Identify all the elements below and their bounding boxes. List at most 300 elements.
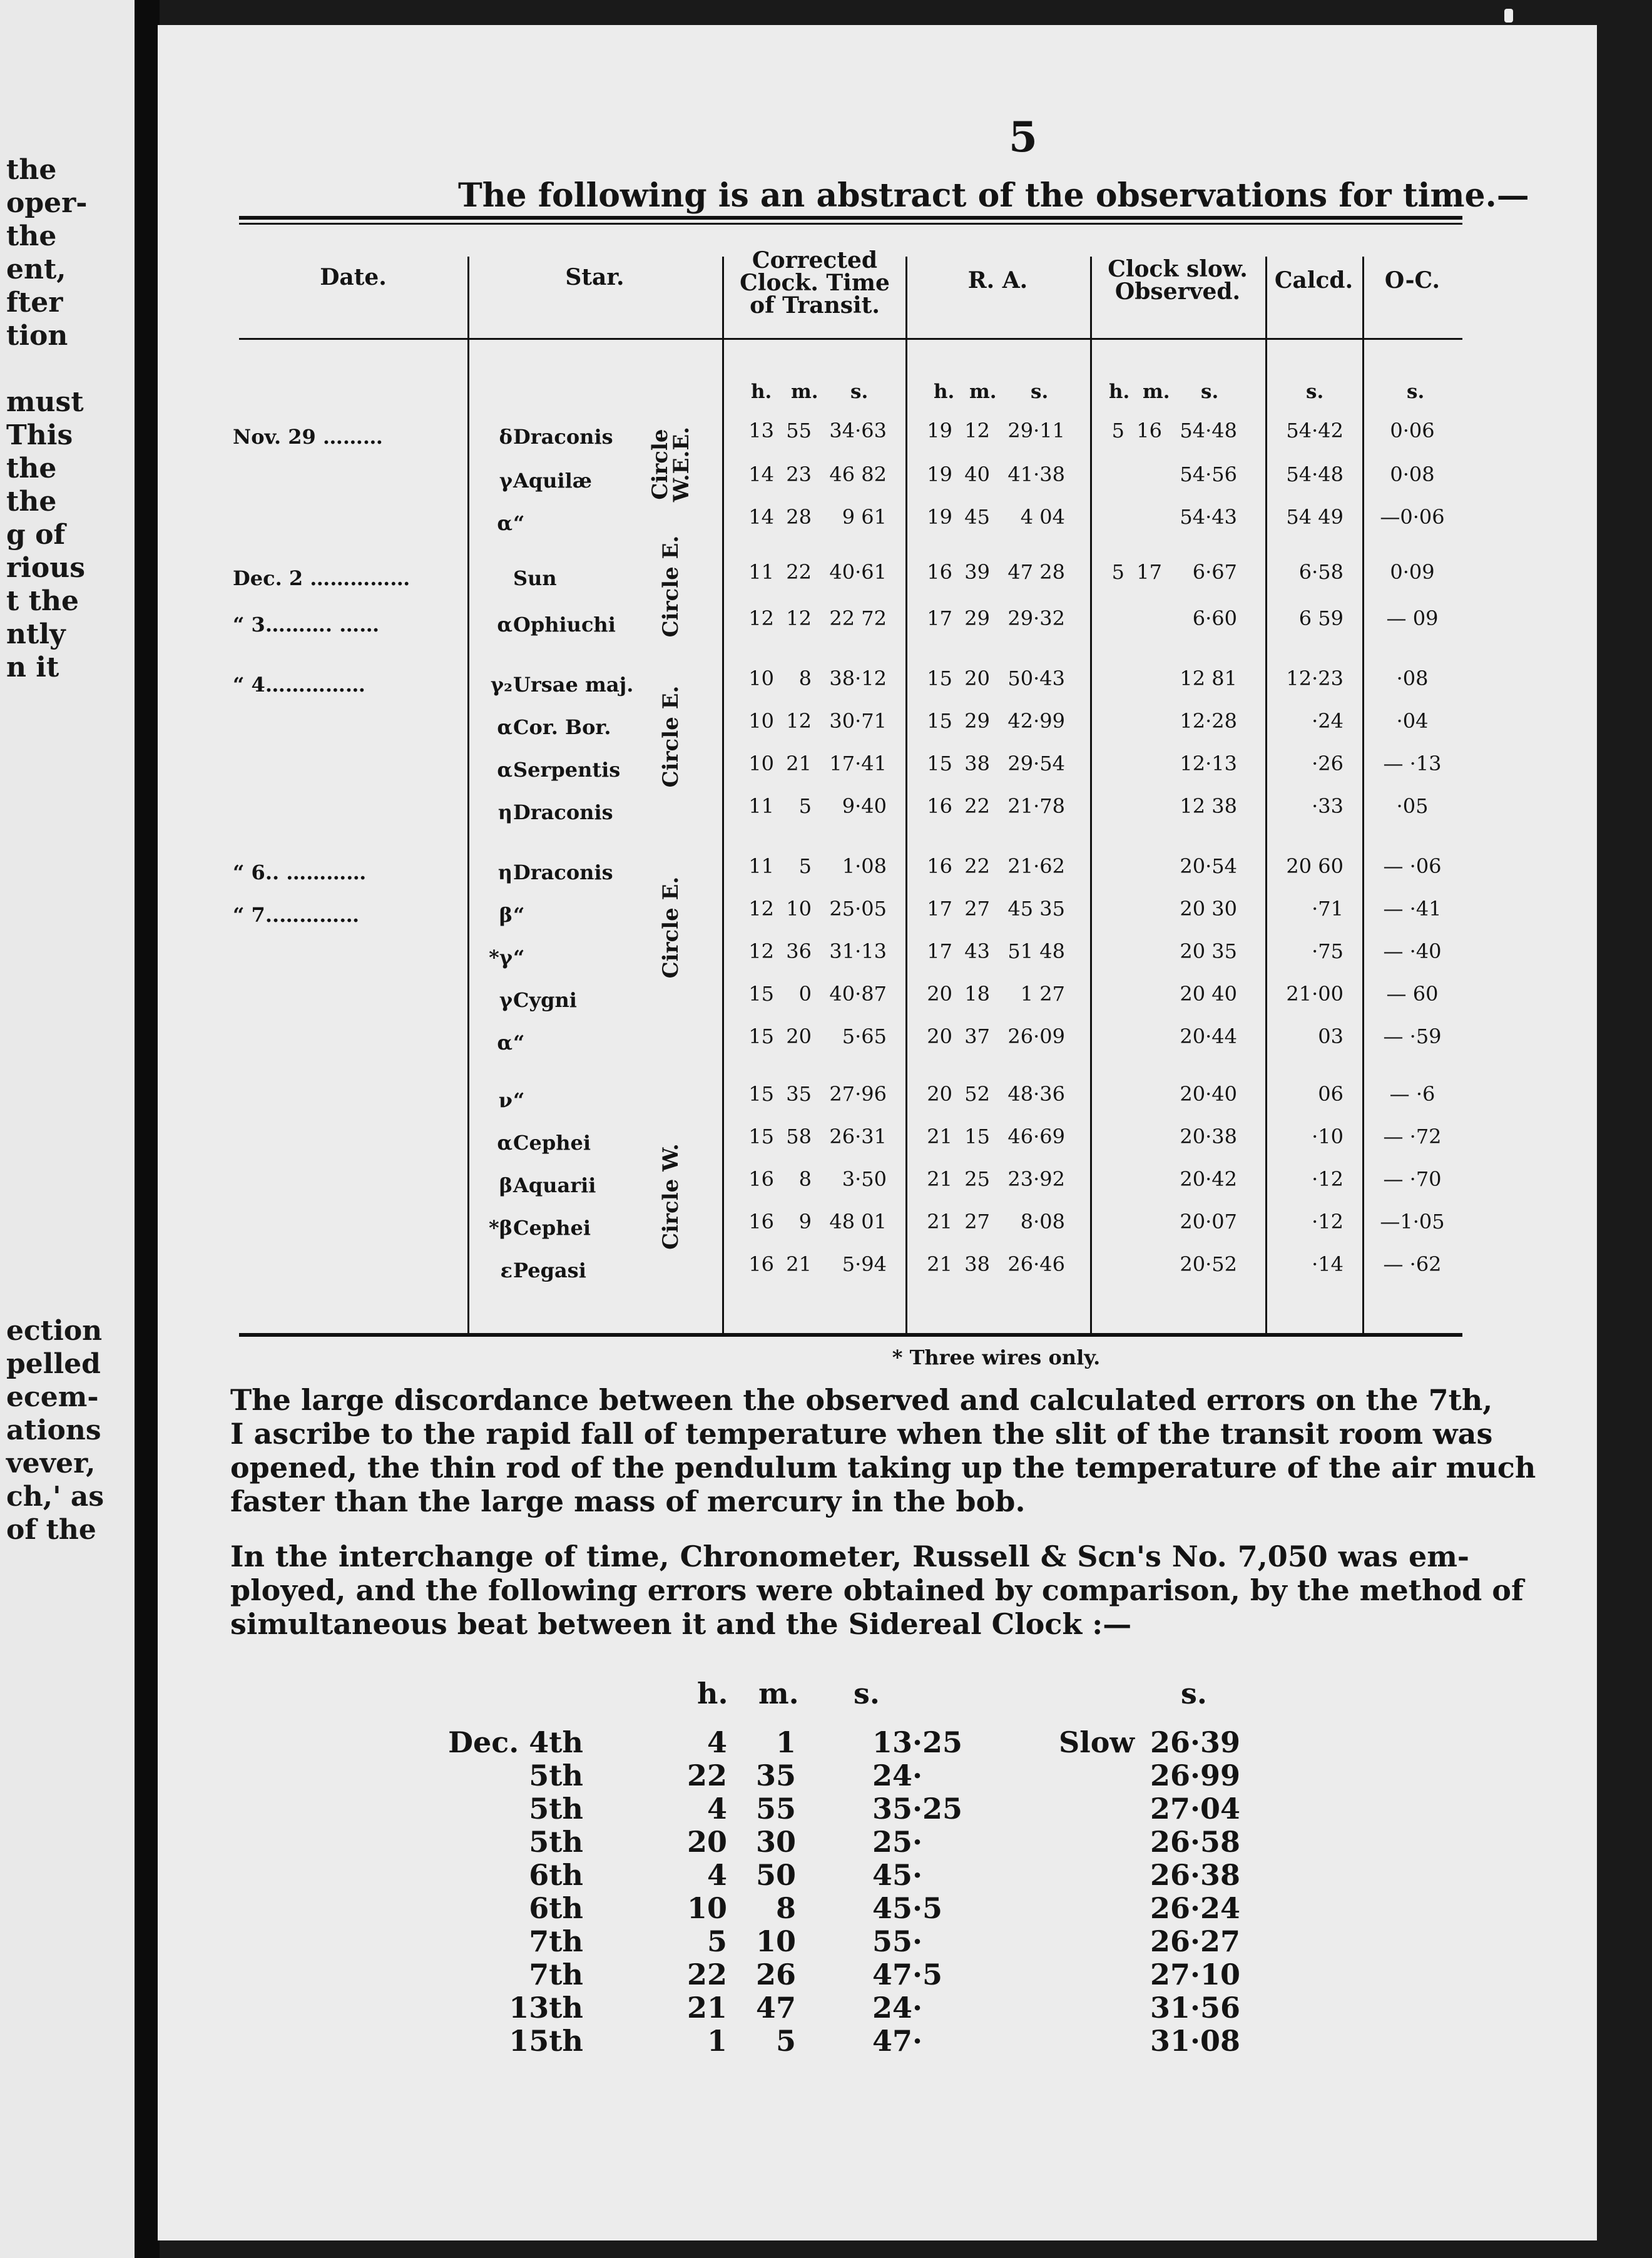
row-date: Dec. 2 ……………	[233, 566, 410, 590]
circle-label: Circle E.	[658, 876, 683, 979]
t2-date: 7th	[529, 1958, 583, 1991]
t2-h: 4	[706, 1725, 727, 1759]
row-ra-m: 29	[964, 606, 990, 630]
left-page-fragment	[0, 0, 144, 2258]
row-star-name: “	[513, 1088, 525, 1112]
row-ra-h: 20	[927, 982, 952, 1006]
left-page-word: n it	[6, 651, 59, 683]
row-ra-m: 27	[964, 1210, 990, 1234]
row-transit-s: 9·40	[842, 794, 887, 818]
header-clock-slow: Clock slow. Observed.	[1108, 256, 1248, 305]
t2-m: 50	[755, 1858, 796, 1892]
row-ra-s: 46·69	[1007, 1125, 1065, 1148]
row-obs-s: 6·60	[1192, 606, 1237, 630]
t2-s: 24·	[872, 1991, 923, 2025]
row-transit-h: 11	[748, 794, 774, 818]
circle-label: Circle E.	[658, 685, 683, 788]
row-ra-m: 22	[964, 854, 990, 878]
row-transit-m: 21	[786, 1252, 812, 1276]
row-ra-m: 43	[964, 939, 990, 963]
row-transit-h: 12	[748, 606, 774, 630]
t2-s: 45·	[872, 1858, 923, 1892]
row-transit-s: 5·65	[842, 1024, 887, 1048]
t2-h: 22	[686, 1759, 727, 1792]
row-ra-s: 29·32	[1007, 606, 1065, 630]
row-ra-s: 29·54	[1007, 752, 1065, 775]
row-star-greek: ν	[498, 1088, 512, 1112]
row-transit-h: 11	[748, 854, 774, 878]
row-ra-s: 29·11	[1007, 419, 1065, 442]
row-transit-h: 13	[748, 419, 774, 442]
row-obs-s: 20 40	[1180, 982, 1237, 1006]
col-divider	[1090, 257, 1092, 1336]
row-star-name: Cephei	[513, 1216, 591, 1240]
row-star-greek: γ₂	[490, 673, 512, 697]
row-transit-m: 10	[786, 897, 812, 921]
row-ra-s: 47 28	[1007, 560, 1065, 584]
table-footnote: * Three wires only.	[892, 1346, 1101, 1369]
row-star-greek: β	[499, 1173, 512, 1197]
row-ra-h: 15	[927, 667, 952, 690]
row-star-greek: *γ	[489, 946, 512, 969]
t2-err: 26·58	[1150, 1825, 1240, 1859]
t2-err: 27·04	[1150, 1792, 1240, 1826]
col-divider	[722, 257, 724, 1336]
t2-s: 13·25	[872, 1725, 963, 1759]
row-oc: —1·05	[1380, 1210, 1445, 1234]
left-page-word: the	[6, 452, 57, 484]
row-calcd: ·24	[1312, 709, 1344, 733]
row-ra-h: 15	[927, 709, 952, 733]
t2-err: 26·27	[1150, 1924, 1240, 1958]
row-star-name: Draconis	[513, 861, 613, 884]
row-transit-s: 46 82	[829, 462, 887, 486]
row-obs-s: 12·13	[1180, 752, 1237, 775]
left-page-word: ection	[6, 1315, 103, 1347]
table-bottom-rule	[239, 1333, 1462, 1337]
row-obs-s: 20·38	[1180, 1125, 1237, 1148]
row-oc: 0·08	[1390, 462, 1435, 486]
row-ra-m: 27	[964, 897, 990, 921]
row-transit-m: 36	[786, 939, 812, 963]
row-ra-h: 15	[927, 752, 952, 775]
row-ra-h: 20	[927, 1082, 952, 1106]
row-transit-s: 25·05	[829, 897, 887, 921]
circle-label: Circle W.E.E.	[648, 426, 694, 503]
row-calcd: 06	[1318, 1082, 1344, 1106]
left-page-word: g of	[6, 519, 66, 551]
header-bottom-rule	[239, 338, 1462, 340]
t2-m: 5	[775, 2024, 796, 2058]
left-page-word: t the	[6, 585, 79, 617]
t2-h: 21	[686, 1991, 727, 2025]
row-transit-s: 27·96	[829, 1082, 887, 1106]
row-ra-h: 21	[927, 1252, 952, 1276]
row-star-name: Sun	[513, 566, 557, 590]
table-top-rule	[239, 216, 1462, 220]
row-oc: — 09	[1386, 606, 1439, 630]
row-ra-m: 40	[964, 462, 990, 486]
corner-mark	[1504, 9, 1513, 23]
row-ra-s: 45 35	[1007, 897, 1065, 921]
row-oc: — ·72	[1383, 1125, 1442, 1148]
paragraph-line: In the interchange of time, Chronometer, Russell & Scn's No. 7,050 was em-	[230, 1540, 1469, 1573]
row-calcd: ·12	[1312, 1210, 1344, 1234]
row-ra-s: 26·46	[1007, 1252, 1065, 1276]
row-transit-m: 21	[786, 752, 812, 775]
row-star-greek: α	[497, 1031, 512, 1055]
row-obs-h: 5	[1111, 560, 1124, 584]
row-star-greek: α	[497, 613, 512, 636]
t2-date: 15th	[509, 2024, 583, 2058]
row-obs-s: 20·44	[1180, 1024, 1237, 1048]
row-calcd: ·14	[1312, 1252, 1344, 1276]
row-ra-s: 8·08	[1020, 1210, 1065, 1234]
row-transit-s: 34·63	[829, 419, 887, 442]
t2-s: 24·	[872, 1759, 923, 1792]
row-obs-s: 20·54	[1180, 854, 1237, 878]
row-ra-h: 19	[927, 505, 952, 529]
row-obs-s: 20·07	[1180, 1210, 1237, 1234]
row-oc: — ·70	[1383, 1167, 1442, 1191]
row-oc: ·04	[1396, 709, 1429, 733]
paragraph-line: faster than the large mass of mercury in the bob.	[230, 1484, 1026, 1518]
unit-rh: h.	[934, 381, 955, 403]
row-calcd: 20 60	[1286, 854, 1344, 878]
col-divider	[1362, 257, 1364, 1336]
row-star-greek: δ	[499, 425, 512, 449]
t2-s: 47·	[872, 2024, 923, 2058]
row-ra-h: 16	[927, 854, 952, 878]
left-page-word: ations	[6, 1414, 101, 1446]
t2-m: 8	[775, 1891, 796, 1925]
row-ra-s: 4 04	[1020, 505, 1065, 529]
left-page-word: rious	[6, 552, 86, 584]
row-transit-s: 31·13	[829, 939, 887, 963]
t2-err: 27·10	[1150, 1958, 1240, 1991]
row-star-name: Draconis	[513, 425, 613, 449]
row-star-greek: α	[497, 1131, 512, 1155]
paragraph-discordance	[230, 1383, 1536, 1518]
row-obs-s: 54·56	[1180, 462, 1237, 486]
row-calcd: ·71	[1312, 897, 1344, 921]
row-obs-s: 54·48	[1180, 419, 1237, 442]
row-calcd: 6 59	[1298, 606, 1344, 630]
row-ra-m: 38	[964, 1252, 990, 1276]
row-transit-h: 15	[748, 1024, 774, 1048]
row-obs-s: 20·42	[1180, 1167, 1237, 1191]
left-page-word: tion	[6, 320, 68, 352]
t2-err: 26·24	[1150, 1891, 1240, 1925]
row-transit-m: 58	[786, 1125, 812, 1148]
row-transit-h: 10	[748, 667, 774, 690]
row-calcd: 6·58	[1298, 560, 1344, 584]
t2-date: 5th	[529, 1759, 583, 1792]
t2-s: 55·	[872, 1924, 923, 1958]
row-calcd: 54 49	[1286, 505, 1344, 529]
left-page-word: fter	[6, 287, 63, 319]
left-page-word: ch,' as	[6, 1481, 105, 1513]
row-transit-m: 28	[786, 505, 812, 529]
row-transit-s: 3·50	[842, 1167, 887, 1191]
row-ra-s: 21·62	[1007, 854, 1065, 878]
paragraph-line: I ascribe to the rapid fall of temperature when the slit of the transit room was	[230, 1417, 1493, 1451]
row-oc: — ·40	[1383, 939, 1442, 963]
row-ra-m: 37	[964, 1024, 990, 1048]
row-oc: — 60	[1386, 982, 1439, 1006]
row-ra-h: 17	[927, 939, 952, 963]
row-oc: — ·06	[1383, 854, 1442, 878]
left-page-word: the	[6, 154, 57, 186]
row-transit-s: 22 72	[829, 606, 887, 630]
row-transit-m: 35	[786, 1082, 812, 1106]
row-ra-h: 16	[927, 794, 952, 818]
t2-err: 26·38	[1150, 1858, 1240, 1892]
row-transit-h: 14	[748, 505, 774, 529]
left-page-word: vever,	[6, 1448, 96, 1479]
unit-rs: s.	[1031, 381, 1049, 403]
row-transit-h: 15	[748, 982, 774, 1006]
row-oc: — ·62	[1383, 1252, 1442, 1276]
paragraph-line: opened, the thin rod of the pendulum taking up the temperature of the air much	[230, 1451, 1536, 1484]
circle-label: Circle E.	[658, 535, 683, 638]
row-obs-s: 20·40	[1180, 1082, 1237, 1106]
row-ra-h: 19	[927, 419, 952, 442]
t2-m: 30	[755, 1825, 796, 1859]
row-ra-h: 19	[927, 462, 952, 486]
row-obs-s: 6·67	[1192, 560, 1237, 584]
paragraph-line: ployed, and the following errors were obtained by comparison, by the method of	[230, 1573, 1524, 1607]
t2-s: 45·5	[872, 1891, 943, 1925]
row-date: Nov. 29 ………	[233, 425, 383, 449]
header-ra: R. A.	[967, 267, 1028, 294]
row-transit-s: 30·71	[829, 709, 887, 733]
row-transit-h: 10	[748, 752, 774, 775]
row-star-greek: β	[499, 903, 512, 927]
row-star-name: Draconis	[513, 800, 613, 824]
circle-label: Circle W.	[658, 1143, 683, 1250]
row-transit-m: 12	[786, 709, 812, 733]
t2-m: 47	[755, 1991, 796, 2025]
header-calcd: Calcd.	[1274, 267, 1354, 294]
col-divider	[467, 257, 469, 1336]
row-transit-m: 5	[798, 794, 812, 818]
header-star: Star.	[565, 264, 625, 290]
left-page-word: must	[6, 386, 84, 418]
row-transit-h: 16	[748, 1252, 774, 1276]
row-star-greek: η	[497, 861, 512, 884]
unit-cm: m.	[791, 381, 818, 403]
row-transit-s: 38·12	[829, 667, 887, 690]
row-calcd: ·75	[1312, 939, 1344, 963]
row-ra-h: 20	[927, 1024, 952, 1048]
unit-calcd: s.	[1306, 381, 1324, 403]
row-ra-m: 20	[964, 667, 990, 690]
t2-h: 20	[686, 1825, 727, 1859]
row-oc: — ·41	[1383, 897, 1442, 921]
row-oc: ·08	[1396, 667, 1429, 690]
row-transit-m: 55	[786, 419, 812, 442]
unit-oc: s.	[1407, 381, 1425, 403]
row-star-name: “	[513, 903, 525, 927]
row-oc: —0·06	[1380, 505, 1445, 529]
paragraph-line: simultaneous beat between it and the Sidereal Clock :—	[230, 1607, 1132, 1641]
col-divider	[905, 257, 907, 1336]
t2-s: 35·25	[872, 1792, 963, 1826]
left-page-word: of the	[6, 1514, 96, 1546]
row-star-greek: α	[497, 715, 512, 739]
t2-date: 5th	[529, 1825, 583, 1859]
row-calcd: ·10	[1312, 1125, 1344, 1148]
unit-rm: m.	[969, 381, 997, 403]
row-transit-h: 12	[748, 939, 774, 963]
row-obs-s: 20·52	[1180, 1252, 1237, 1276]
row-star-greek: α	[497, 758, 512, 782]
row-ra-s: 23·92	[1007, 1167, 1065, 1191]
row-transit-s: 40·87	[829, 982, 887, 1006]
row-ra-m: 15	[964, 1125, 990, 1148]
row-obs-s: 12 81	[1180, 667, 1237, 690]
row-obs-s: 12 38	[1180, 794, 1237, 818]
col-divider	[1265, 257, 1267, 1336]
unit-os: s.	[1201, 381, 1219, 403]
t2-date: Dec. 4th	[448, 1725, 583, 1759]
row-ra-m: 12	[964, 419, 990, 442]
t2-h: 22	[686, 1958, 727, 1991]
row-star-name: Aquilæ	[513, 469, 592, 493]
left-page-word: pelled	[6, 1348, 101, 1380]
t2-err: 26·99	[1150, 1759, 1240, 1792]
row-calcd: 54·42	[1286, 419, 1344, 442]
row-transit-m: 22	[786, 560, 812, 584]
row-ra-s: 26·09	[1007, 1024, 1065, 1048]
row-ra-m: 52	[964, 1082, 990, 1106]
row-transit-s: 48 01	[829, 1210, 887, 1234]
header-oc: O-C.	[1384, 267, 1440, 294]
row-oc: 0·09	[1390, 560, 1435, 584]
t2-s: 25·	[872, 1825, 923, 1859]
row-calcd: 54·48	[1286, 462, 1344, 486]
row-transit-m: 9	[798, 1210, 812, 1234]
row-ra-h: 21	[927, 1125, 952, 1148]
page-heading: The following is an abstract of the observations for time.—	[458, 176, 1529, 215]
paragraph-line: The large discordance between the observed and calculated errors on the 7th,	[230, 1383, 1493, 1417]
row-calcd: 03	[1318, 1024, 1344, 1048]
row-star-greek: γ	[499, 469, 512, 493]
t2-header-m: m.	[758, 1677, 799, 1710]
row-calcd: 12·23	[1286, 667, 1344, 690]
paragraph-chronometer	[230, 1540, 1524, 1641]
row-star-name: “	[513, 1031, 525, 1055]
row-star-name: Cygni	[513, 988, 577, 1012]
row-oc: — ·6	[1389, 1082, 1435, 1106]
left-page-word: ecem-	[6, 1381, 99, 1413]
row-calcd: 21·00	[1286, 982, 1344, 1006]
unit-ch: h.	[751, 381, 772, 403]
document-page	[158, 25, 1597, 2240]
row-transit-s: 1·08	[842, 854, 887, 878]
row-ra-h: 17	[927, 897, 952, 921]
row-transit-h: 10	[748, 709, 774, 733]
row-star-name: Ursae maj.	[513, 673, 634, 697]
row-transit-m: 8	[798, 667, 812, 690]
t2-m: 26	[755, 1958, 796, 1991]
t2-header-err: s.	[1181, 1677, 1207, 1710]
row-transit-s: 5·94	[842, 1252, 887, 1276]
row-star-name: “	[513, 946, 525, 969]
row-oc: ·05	[1396, 794, 1429, 818]
row-star-name: Cor. Bor.	[513, 715, 611, 739]
t2-date: 13th	[509, 1991, 583, 2025]
row-transit-m: 0	[798, 982, 812, 1006]
row-ra-s: 41·38	[1007, 462, 1065, 486]
unit-oh: h.	[1109, 381, 1130, 403]
row-ra-m: 45	[964, 505, 990, 529]
header-corrected-time: Corrected Clock. Time of Transit.	[740, 247, 890, 319]
row-ra-m: 22	[964, 794, 990, 818]
row-date: “ 7..…………	[233, 903, 360, 927]
row-ra-s: 1 27	[1020, 982, 1065, 1006]
row-date: “ 3………. ……	[233, 613, 380, 636]
row-transit-h: 15	[748, 1125, 774, 1148]
t2-h: 5	[706, 1924, 727, 1958]
page-number: 5	[1009, 113, 1038, 161]
t2-err: 31·56	[1150, 1991, 1240, 2025]
t2-date: 6th	[529, 1891, 583, 1925]
row-transit-h: 11	[748, 560, 774, 584]
row-obs-s: 20 30	[1180, 897, 1237, 921]
row-obs-s: 20 35	[1180, 939, 1237, 963]
t2-date: 6th	[529, 1858, 583, 1892]
row-oc: — ·59	[1383, 1024, 1442, 1048]
row-calcd: ·26	[1312, 752, 1344, 775]
row-transit-h: 15	[748, 1082, 774, 1106]
t2-h: 4	[706, 1792, 727, 1826]
row-star-greek: ε	[500, 1259, 512, 1282]
row-ra-s: 48·36	[1007, 1082, 1065, 1106]
row-ra-h: 17	[927, 606, 952, 630]
row-star-name: Cephei	[513, 1131, 591, 1155]
row-star-greek: γ	[499, 988, 512, 1012]
row-star-greek: η	[497, 800, 512, 824]
left-page-word: ntly	[6, 618, 66, 650]
row-transit-m: 23	[786, 462, 812, 486]
row-transit-s: 26·31	[829, 1125, 887, 1148]
row-oc: 0·06	[1390, 419, 1435, 442]
t2-m: 1	[775, 1725, 796, 1759]
row-obs-m: 17	[1136, 560, 1162, 584]
row-star-name: Ophiuchi	[513, 613, 616, 636]
t2-date: 7th	[529, 1924, 583, 1958]
left-page-word: the	[6, 220, 57, 252]
left-page-word: ent,	[6, 253, 66, 285]
row-transit-s: 40·61	[829, 560, 887, 584]
row-ra-m: 18	[964, 982, 990, 1006]
row-date: “ 6.. …………	[233, 861, 367, 884]
row-obs-m: 16	[1136, 419, 1162, 442]
row-ra-s: 21·78	[1007, 794, 1065, 818]
row-ra-h: 21	[927, 1167, 952, 1191]
row-oc: — ·13	[1383, 752, 1442, 775]
row-star-name: “	[513, 511, 525, 535]
row-star-name: Aquarii	[513, 1173, 596, 1197]
t2-s: 47·5	[872, 1958, 943, 1991]
t2-err: 26·39	[1150, 1725, 1240, 1759]
unit-cs: s.	[850, 381, 869, 403]
t2-h: 4	[706, 1858, 727, 1892]
left-page-word: This	[6, 419, 73, 451]
row-transit-m: 20	[786, 1024, 812, 1048]
